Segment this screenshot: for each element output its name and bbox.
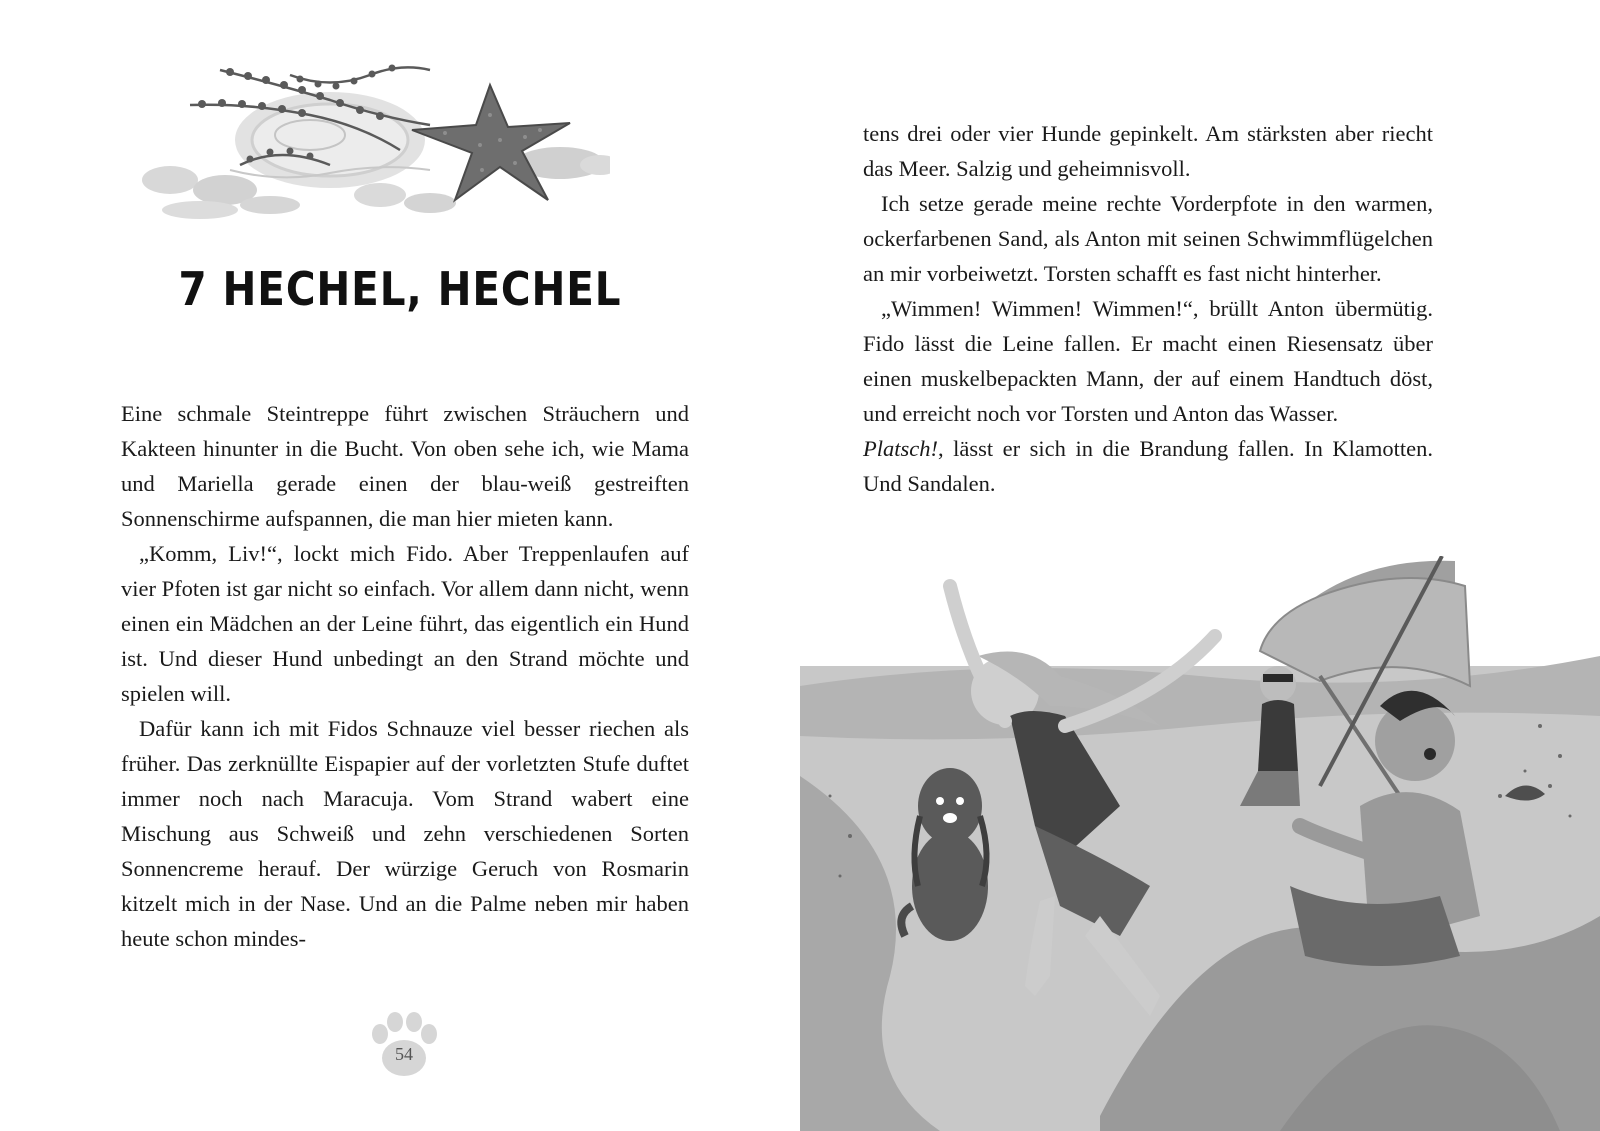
paragraph: Dafür kann ich mit Fidos Schnauze viel besser riechen als früher. Das zerknüllte Eispapier auf der vorletzten Stufe duftet immer noch nach Maracuja. Vom Strand wabert eine Mischung aus Schweiß und zehn verschiedenen Sorten Sonnencreme herauf. Der würzige Geruch von Rosmarin kitzelt mich in der Nase. Und an die Palme neben mir haben heute schon mindes- — [121, 716, 689, 951]
paragraph: tens drei oder vier Hunde gepinkelt. Am stärksten aber riecht das Meer. Salzig und geheimnisvoll. — [863, 121, 1433, 181]
paragraph: Eine schmale Steintreppe führt zwischen Sträuchern und Kakteen hinunter in die Bucht. Von oben sehe ich, wie Mama und Mariella gerade einen der blau-weiß gestreiften Sonnenschirme aufspannen, die man hier mieten kann. — [121, 401, 689, 531]
starfish-seaweed-illustration — [130, 55, 610, 235]
sound-word: Platsch! — [863, 436, 938, 461]
paragraph: Ich setze gerade meine rechte Vorderpfote in den warmen, ockerfarbenen Sand, als Anton mit seinen Schwimmflügelchen an mir vorbeiwetzt. Torsten schafft es fast nicht hinterher. — [863, 191, 1433, 286]
paragraph: „Komm, Liv!“, lockt mich Fido. Aber Treppenlaufen auf vier Pfoten ist gar nicht so einfach. Vor allem dann nicht, wenn einen ein Mädchen an der Leine führt, das eigentlich ein Hund ist. Und dieser Hund unbedingt an den Strand möchte und spielen will. — [121, 541, 689, 706]
paragraph: „Wimmen! Wimmen! Wimmen!“, brüllt Anton übermütig. Fido lässt die Leine fallen. Er macht einen Riesensatz über einen muskelbepackten Mann, der auf einem Handtuch döst, und erreicht noch vor Torsten und Anton das Wasser. — [863, 296, 1433, 426]
right-body-text — [863, 116, 1433, 501]
page-number-badge — [368, 1010, 440, 1082]
starfish-icon — [412, 85, 570, 200]
right-page — [800, 0, 1600, 1131]
paragraph: Platsch!, lässt er sich in die Brandung fallen. In Klamotten. Und Sandalen. — [863, 436, 1433, 496]
chapter-title: 7 HECHEL, HECHEL — [178, 262, 622, 316]
beach-scene-illustration — [800, 556, 1600, 1131]
rock-shapes — [142, 92, 610, 219]
page-number: 54 — [395, 1044, 413, 1064]
left-body-text — [121, 396, 689, 956]
